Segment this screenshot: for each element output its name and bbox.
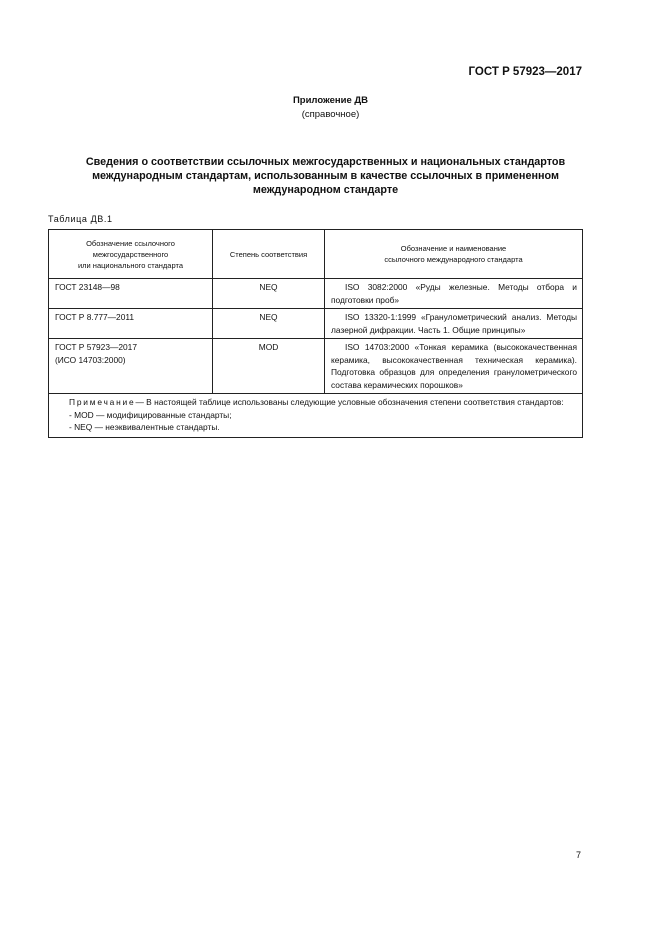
cell-degree: NEQ — [213, 309, 325, 339]
cell-designation: ГОСТ Р 57923—2017 (ИСО 14703:2000) — [49, 339, 213, 394]
cell-international — [325, 309, 583, 339]
cell-international — [325, 339, 583, 394]
cell-international-text: ISO 14703:2000 «Тонкая керамика (высококачественная керамика, высококачественная техническая керамика). Подготовка образцов для определения гранулометрического состава керамических порошков» — [331, 342, 577, 390]
document-number: ГОСТ Р 57923—2017 — [468, 66, 582, 78]
header-designation: Обозначение ссылочного межгосударственного или национального стандарта — [49, 230, 213, 279]
note-item-neq: - NEQ — неэквивалентные стандарты. — [69, 422, 220, 432]
note-label: Примечание — [69, 397, 136, 407]
note-intro — [55, 396, 576, 409]
table-row — [49, 309, 583, 339]
table-row — [49, 279, 583, 309]
table-note — [49, 394, 583, 438]
cell-international-text: ISO 13320-1:1999 «Гранулометрический анализ. Методы лазерной дифракции. Часть 1. Общие принципы» — [331, 312, 577, 335]
cell-degree: MOD — [213, 339, 325, 394]
note-text: — В настоящей таблице использованы следующие условные обозначения степени соответствия стандартов: — [135, 397, 564, 407]
table-caption: Таблица ДВ.1 — [48, 214, 113, 224]
header-degree: Степень соответствия — [213, 230, 325, 279]
annex-heading — [0, 94, 661, 122]
note-item-mod: - MOD — модифицированные стандарты; — [69, 409, 232, 420]
cell-international-text: ISO 3082:2000 «Руды железные. Методы отбора и подготовки проб» — [331, 282, 577, 305]
page-number: 7 — [575, 850, 581, 860]
standards-table — [48, 229, 583, 438]
cell-designation: ГОСТ Р 8.777—2011 — [49, 309, 213, 339]
table-note-row — [49, 394, 583, 438]
cell-degree: NEQ — [213, 279, 325, 309]
header-international: Обозначение и наименование ссылочного международного стандарта — [325, 230, 583, 279]
table-header-row — [49, 230, 583, 279]
annex-title: Приложение ДВ — [292, 95, 369, 106]
section-title: Сведения о соответствии ссылочных межгосударственных и национальных стандартов международным стандартам, использованным в качестве ссылочных в примененном международном стандарте — [85, 156, 566, 197]
table-row — [49, 339, 583, 394]
cell-designation: ГОСТ 23148—98 — [49, 279, 213, 309]
cell-international — [325, 279, 583, 309]
annex-subtitle: (справочное) — [301, 109, 360, 120]
